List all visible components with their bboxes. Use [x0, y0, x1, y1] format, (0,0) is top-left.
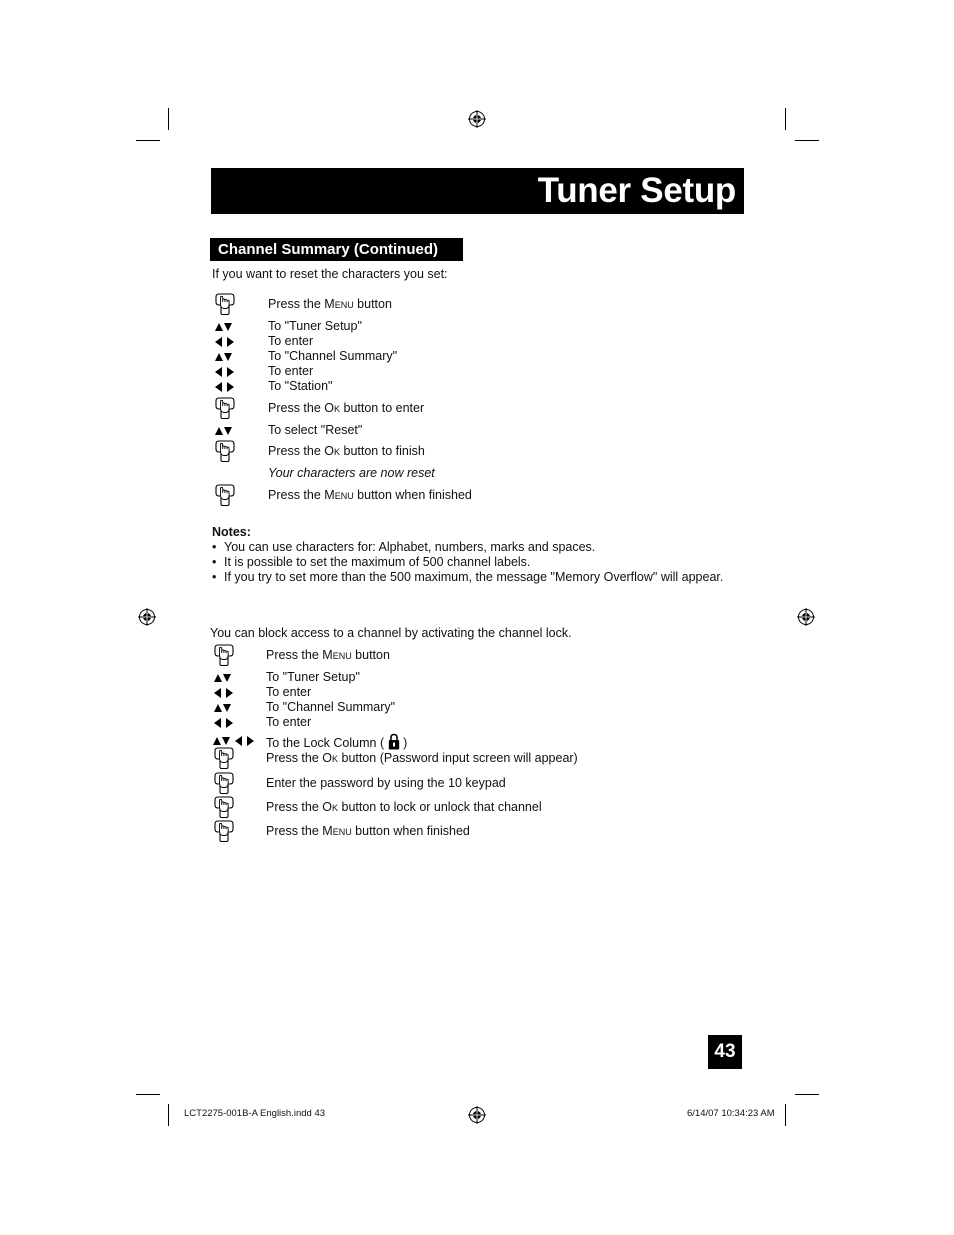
step-text-suffix: ): [399, 736, 408, 750]
reset-intro: If you want to reset the characters you set:: [212, 267, 448, 281]
step-text: To enter: [268, 364, 314, 378]
up-down-arrows-icon: [213, 425, 237, 440]
lock-icon: [388, 733, 400, 750]
step-text-suffix: button when finished: [351, 824, 470, 838]
note-item: It is possible to set the maximum of 500 channel labels.: [224, 555, 531, 569]
crop-mark: [785, 108, 786, 130]
step-text: [266, 733, 407, 751]
hand-press-icon: [212, 746, 236, 773]
step-text-prefix: Press the: [268, 488, 325, 502]
step-text: [268, 401, 424, 416]
button-key-name: Menu: [324, 488, 354, 502]
step-text: Enter the password by using the 10 keypad: [266, 776, 506, 790]
hand-press-icon: [212, 795, 236, 822]
button-key-name: Ok: [322, 751, 339, 765]
crop-mark: [136, 140, 160, 141]
left-right-arrows-icon: [212, 687, 236, 702]
hand-press-icon: [212, 771, 236, 798]
up-down-arrows-icon: [212, 702, 236, 717]
left-right-arrows-icon: [213, 381, 237, 396]
step-text-suffix: button to finish: [340, 444, 425, 458]
left-right-arrows-icon: [213, 336, 237, 351]
step-text-suffix: button: [353, 297, 392, 311]
step-text-prefix: Press the: [266, 751, 323, 765]
step-text: [268, 297, 392, 312]
step-text-suffix: button when finished: [353, 488, 472, 502]
step-text: To "Channel Summary": [268, 349, 398, 363]
step-text-prefix: Press the: [266, 648, 323, 662]
crop-mark: [168, 108, 169, 130]
crop-mark: [168, 1104, 169, 1126]
registration-mark-icon: [468, 110, 486, 128]
step-text: [266, 800, 542, 815]
hand-press-icon: [212, 819, 236, 846]
up-down-arrows-icon: [213, 321, 237, 336]
left-right-arrows-icon: [212, 717, 236, 732]
step-text-suffix: button: [351, 648, 390, 662]
crop-mark: [136, 1094, 160, 1095]
note-bullet: •: [212, 555, 217, 569]
section-title: Channel Summary (Continued): [210, 238, 463, 261]
step-text-suffix: button to enter: [340, 401, 425, 415]
page-number: 43: [708, 1035, 742, 1069]
step-text: To enter: [266, 715, 312, 729]
button-key-name: Ok: [322, 800, 339, 814]
up-down-arrows-icon: [212, 672, 236, 687]
registration-mark-icon: [468, 1106, 486, 1124]
step-text: [266, 751, 578, 766]
step-text-prefix: Press the: [266, 800, 323, 814]
step-text: [266, 648, 390, 663]
note-item: If you try to set more than the 500 maximum, the message "Memory Overflow" will appear.: [224, 570, 724, 584]
notes-title: Notes:: [212, 525, 251, 539]
left-right-arrows-icon: [213, 366, 237, 381]
step-text: [268, 488, 472, 503]
page-title: Tuner Setup: [211, 168, 744, 214]
note-bullet: •: [212, 570, 217, 584]
step-text: [268, 444, 425, 459]
note-bullet: •: [212, 540, 217, 554]
step-text: Your characters are now reset: [268, 466, 435, 480]
step-text: To "Tuner Setup": [268, 319, 362, 333]
crop-mark: [795, 140, 819, 141]
step-text-prefix: Press the: [268, 444, 325, 458]
button-key-name: Ok: [324, 401, 341, 415]
step-text-prefix: Press the: [266, 824, 323, 838]
step-text: To "Tuner Setup": [266, 670, 360, 684]
hand-press-icon: [213, 292, 237, 319]
step-text-prefix: To the Lock Column (: [266, 736, 388, 750]
step-text-prefix: Press the: [268, 401, 325, 415]
hand-press-icon: [212, 643, 236, 670]
step-text: To "Station": [268, 379, 333, 393]
button-key-name: Menu: [322, 824, 352, 838]
step-text-suffix: button to lock or unlock that channel: [338, 800, 542, 814]
step-text: To "Channel Summary": [266, 700, 396, 714]
note-item: You can use characters for: Alphabet, numbers, marks and spaces.: [224, 540, 596, 554]
footer-file-info: LCT2275-001B-A English.indd 43: [184, 1108, 326, 1119]
button-key-name: Menu: [324, 297, 354, 311]
lock-intro: You can block access to a channel by activating the channel lock.: [210, 626, 572, 640]
hand-press-icon: [213, 483, 237, 510]
crop-mark: [785, 1104, 786, 1126]
step-text: To enter: [266, 685, 312, 699]
step-text-prefix: Press the: [268, 297, 325, 311]
step-text: To enter: [268, 334, 314, 348]
button-key-name: Menu: [322, 648, 352, 662]
step-text: To select "Reset": [268, 423, 363, 437]
registration-mark-icon: [797, 608, 815, 626]
crop-mark: [795, 1094, 819, 1095]
step-text-suffix: button (Password input screen will appear): [338, 751, 578, 765]
footer-timestamp: 6/14/07 10:34:23 AM: [687, 1108, 775, 1119]
hand-press-icon: [213, 396, 237, 423]
step-text: [266, 824, 470, 839]
hand-press-icon: [213, 439, 237, 466]
button-key-name: Ok: [324, 444, 341, 458]
registration-mark-icon: [138, 608, 156, 626]
up-down-arrows-icon: [213, 351, 237, 366]
